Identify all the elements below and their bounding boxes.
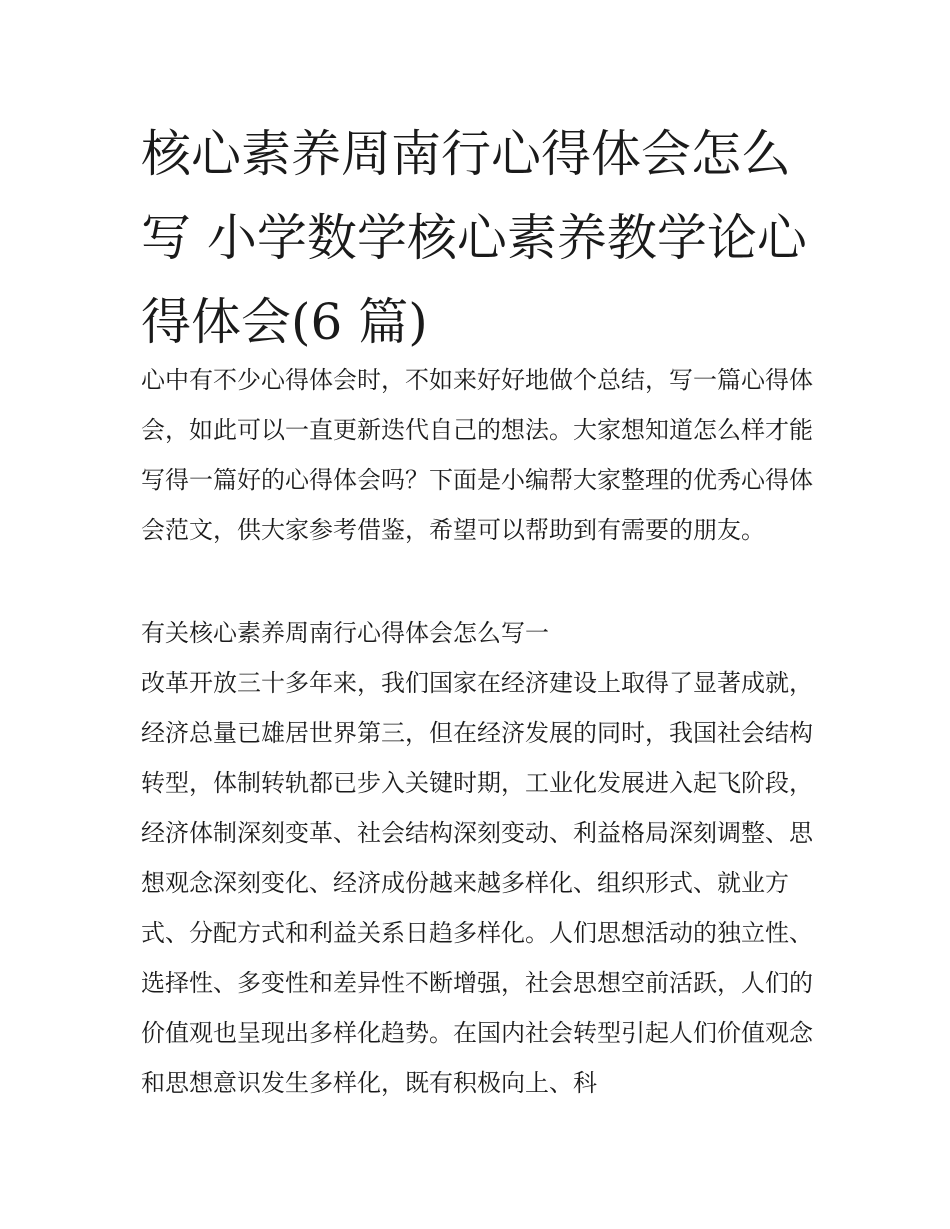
section-heading: 有关核心素养周南行心得体会怎么写一	[141, 619, 549, 647]
section-paragraph: 改革开放三十多年来，我们国家在经济建设上取得了显著成就，经济总量已雄居世界第三，但在经济发展的同时，我国社会结构转型，体制转轨都已步入关键时期，工业化发展进入起飞阶段，经济体制深刻变革、社会结构深刻变动、利益格局深刻调整、思想观念深刻变化、经济成份越来越多样化、组织形式、就业方式、分配方式和利益关系日趋多样化。人们思想活动的独立性、选择性、多变性和差异性不断增强，社会思想空前活跃，人们的价值观也呈现出多样化趋势。在国内社会转型引起人们价值观念和思想意识发生多样化，既有积极向上、科	[141, 669, 813, 1097]
document-title: 核心素养周南行心得体会怎么写 小学数学核心素养教学论心得体会(6 篇)	[141, 125, 807, 351]
intro-paragraph: 心中有不少心得体会时，不如来好好地做个总结，写一篇心得体会，如此可以一直更新迭代自己的想法。大家想知道怎么样才能写得一篇好的心得体会吗？下面是小编帮大家整理的优秀心得体会范文，供大家参考借鉴，希望可以帮助到有需要的朋友。	[141, 366, 813, 544]
